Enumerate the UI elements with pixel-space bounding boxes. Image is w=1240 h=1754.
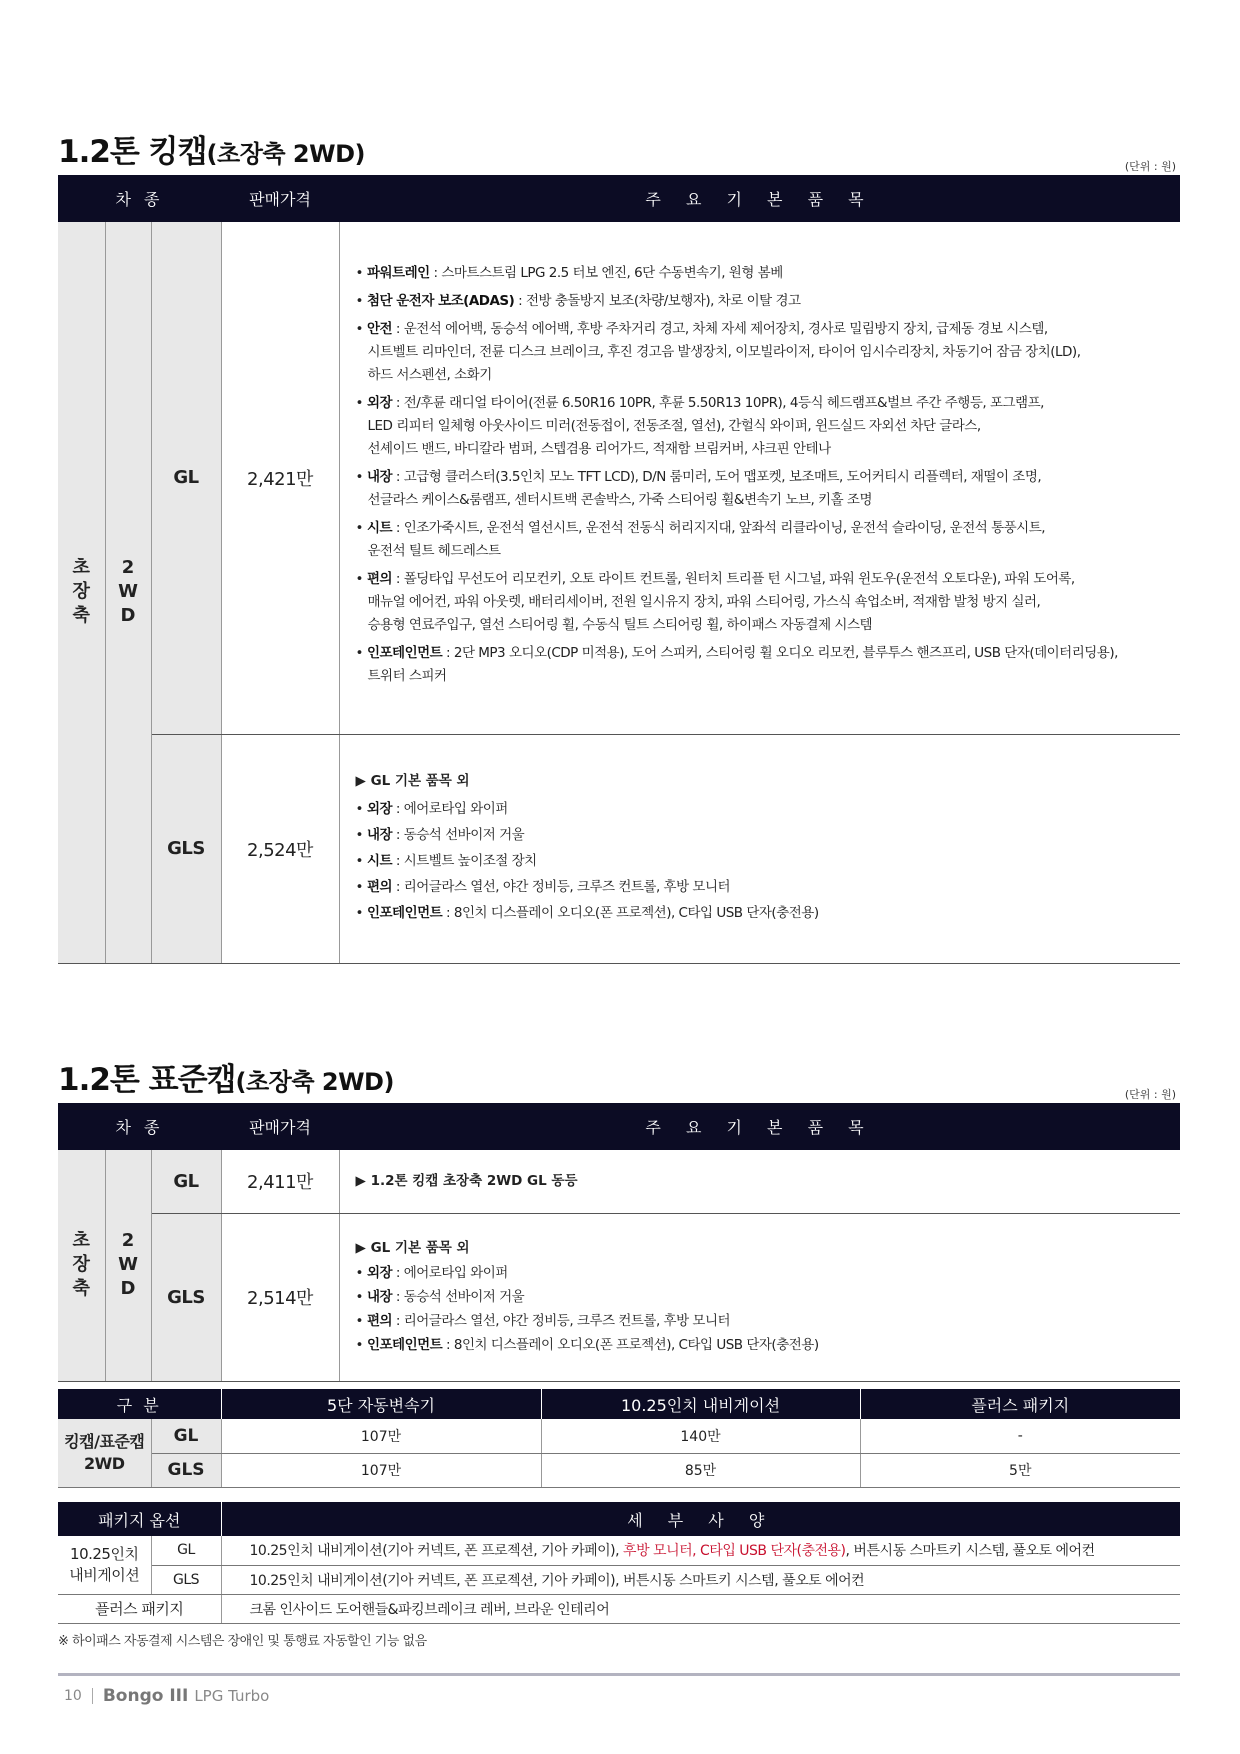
feature-item: • 시트 : 시트벨트 높이조절 장치: [355, 852, 537, 869]
price-gl: 2,421만: [221, 222, 339, 734]
feature-item: • 시트 : 인조가죽시트, 운전석 열선시트, 운전석 전동식 허리지지대, 앞좌석 리클라이닝, 운전석 슬라이딩, 운전석 통풍시트, 운전석 틸트 헤드레스트: [355, 520, 1046, 560]
opt-gls-transmission: 107만: [221, 1453, 541, 1487]
body-type-label-2: [58, 1150, 105, 1381]
trim-gl: GL: [151, 222, 221, 734]
features-gl: [339, 222, 1180, 734]
feature-item: • 편의 : 리어글라스 열선, 야간 정비등, 크루즈 컨트롤, 후방 모니터: [355, 1312, 731, 1329]
header-features-2: 주 요 기 본 품 목: [339, 1103, 1180, 1150]
feature-item: • 인포테인먼트 : 8인치 디스플레이 오디오(폰 프로젝션), C타입 USB 단자(충전용): [355, 904, 819, 921]
footnote: ※ 하이패스 자동결제 시스템은 장애인 및 통행료 자동할인 기능 없음: [58, 1634, 427, 1649]
standardcab-table: [58, 1103, 1180, 1382]
opt-gls-navigation: 85만: [541, 1453, 860, 1487]
feature-item: • 편의 : 리어글라스 열선, 야간 정비등, 크루즈 컨트롤, 후방 모니터: [355, 878, 731, 895]
opt-header-navigation: 10.25인치 내비게이션: [541, 1389, 860, 1419]
features-gl-2: [339, 1150, 1180, 1213]
header-price-2: 판매가격: [221, 1103, 339, 1150]
drive-label-2: [105, 1150, 151, 1381]
header-model: 차 종: [58, 175, 221, 222]
footer-divider: [58, 1673, 1180, 1676]
header-price: 판매가격: [221, 175, 339, 222]
package-table: [58, 1502, 1180, 1624]
model-name: LPG Turbo: [194, 1687, 270, 1705]
feature-item: • 파워트레인 : 스마트스트림 LPG 2.5 터보 엔진, 6단 수동변속기, 원형 봄베: [355, 265, 783, 282]
pkg-nav-gls-trim: GLS: [151, 1565, 221, 1594]
price-gls-2: 2,514만: [221, 1213, 339, 1381]
feature-item: • 외장 : 전/후륜 래디얼 타이어(전륜 6.50R16 10PR, 후륜 5.50R13 10PR), 4등식 헤드램프&벌브 주간 주행등, 포그램프, LED 리피터 일체형 아웃사이드 미러(전동접이, 전동조절, 열선), 간헐식 와이퍼, 윈드실드 자외선 차단 글라스, 선셰이드 밴드, 바디칼라 범퍼, 스텝겸용 리어가드, 적재함 브림커버, 샤크핀 안테나: [355, 395, 1044, 458]
pkg-nav-gl-details: 10.25인치 내비게이션(기아 커넥트, 폰 프로젝션, 기아 카페이), 후방 모니터, C타입 USB 단자(충전용), 버튼시동 스마트키 시스템, 풀오토 에어컨: [221, 1536, 1180, 1565]
opt-gl-plus: -: [860, 1419, 1180, 1453]
drive-text-2: 2 W D: [118, 1230, 138, 1300]
feature-item: • 외장 : 에어로타입 와이퍼: [355, 800, 508, 817]
pkg-nav-gl-trim: GL: [151, 1536, 221, 1565]
feature-item: • 내장 : 고급형 클러스터(3.5인치 모노 TFT LCD), D/N 룸미러, 도어 맵포켓, 보조매트, 도어커티시 리플렉터, 재떨이 조명, 선글라스 케이스&룸램프, 센터시트백 콘솔박스, 가죽 스티어링 휠&변속기 노브, 키홀 조명: [355, 469, 1042, 509]
features-gls: [339, 734, 1180, 963]
pkg-header-option: 패키지 옵션: [58, 1502, 221, 1536]
feature-item: • 내장 : 동승석 선바이저 거울: [355, 826, 525, 843]
price-gls: 2,524만: [221, 734, 339, 963]
opt-gl-transmission: 107만: [221, 1419, 541, 1453]
pkg-header-details: 세 부 사 양: [221, 1502, 1180, 1536]
trim-gls: GLS: [151, 734, 221, 963]
body-type-text-2: 초 장 축: [72, 1230, 90, 1300]
pkg-nav-label: 10.25인치 내비게이션: [58, 1536, 151, 1594]
section1-title: 1.2톤 킹캡(초장축 2WD): [58, 134, 365, 170]
body-type-text: 초 장 축: [72, 557, 90, 627]
pkg-nav-gls-details: 10.25인치 내비게이션(기아 커넥트, 폰 프로젝션, 기아 카페이), 버튼시동 스마트키 시스템, 풀오토 에어컨: [221, 1565, 1180, 1594]
feature-item: • 내장 : 동승석 선바이저 거울: [355, 1288, 525, 1305]
pkg-plus-label: 플러스 패키지: [58, 1594, 221, 1623]
drive-label: [105, 222, 151, 963]
feature-item: • 편의 : 폴딩타입 무선도어 리모컨키, 오토 라이트 컨트롤, 원터치 트리플 턴 시그널, 파워 윈도우(운전석 오토다운), 파워 도어록, 매뉴얼 에어컨, 파워 아웃렛, 배터리세이버, 전원 일시유지 장치, 파워 스티어링, 가스식 쇽업소버, 적재함 발청 방지 실러, 승용형 연료주입구, 열선 스티어링 휠, 수동식 틸트 스티어링 휠, 하이패스 자동결제 시스템: [355, 571, 1075, 634]
opt-trim-gls: GLS: [151, 1453, 221, 1487]
gls-heading-2: ▶ GL 기본 품목 외: [355, 1239, 470, 1256]
body-type-label: [58, 222, 105, 963]
page-footer: [64, 1686, 269, 1706]
kingcab-table: [58, 175, 1180, 964]
feature-item: • 첨단 운전자 보조(ADAS) : 전방 충돌방지 보조(차량/보행자), 차로 이탈 경고: [355, 293, 801, 310]
unit-label: (단위 : 원): [1124, 160, 1176, 173]
gl-note: ▶ 1.2톤 킹캡 초장축 2WD GL 동등: [355, 1172, 578, 1189]
gls-heading: ▶ GL 기본 품목 외: [355, 772, 470, 789]
opt-gl-navigation: 140만: [541, 1419, 860, 1453]
opt-trim-gl: GL: [151, 1419, 221, 1453]
trim-gl-2: GL: [151, 1150, 221, 1213]
header-features: 주 요 기 본 품 목: [339, 175, 1180, 222]
features-gls-2: [339, 1213, 1180, 1381]
price-gl-2: 2,411만: [221, 1150, 339, 1213]
feature-item: • 인포테인먼트 : 2단 MP3 오디오(CDP 미적용), 도어 스피커, 스티어링 휠 오디오 리모컨, 블루투스 핸즈프리, USB 단자(데이터리딩용), 트위터 스피커: [355, 645, 1118, 685]
pkg-plus-details: 크롬 인사이드 도어핸들&파킹브레이크 레버, 브라운 인테리어: [221, 1594, 1180, 1623]
brand-name: Bongo III: [102, 1686, 189, 1706]
drive-text: 2 W D: [118, 557, 138, 627]
opt-header-category: 구 분: [58, 1389, 221, 1419]
opt-header-plus: 플러스 패키지: [860, 1389, 1180, 1419]
opt-header-transmission: 5단 자동변속기: [221, 1389, 541, 1419]
page-number: 10: [64, 1688, 93, 1704]
options-table: [58, 1389, 1180, 1488]
header-model-2: 차 종: [58, 1103, 221, 1150]
feature-item: • 외장 : 에어로타입 와이퍼: [355, 1264, 508, 1281]
opt-gls-plus: 5만: [860, 1453, 1180, 1487]
section2-title: 1.2톤 표준캡(초장축 2WD): [58, 1062, 394, 1098]
trim-gls-2: GLS: [151, 1213, 221, 1381]
unit-label-2: (단위 : 원): [1124, 1088, 1176, 1101]
feature-item: • 안전 : 운전석 에어백, 동승석 에어백, 후방 주차거리 경고, 차체 자세 제어장치, 경사로 밀림방지 장치, 급제동 경보 시스템, 시트벨트 리마인더, 전륜 디스크 브레이크, 후진 경고음 발생장치, 이모빌라이저, 타이어 임시수리장치, 차동기어 잠금 장치(LD), 하드 서스펜션, 소화기: [355, 321, 1081, 384]
opt-group-label: 킹캡/표준캡 2WD: [58, 1419, 151, 1487]
feature-item: • 인포테인먼트 : 8인치 디스플레이 오디오(폰 프로젝션), C타입 USB 단자(충전용): [355, 1336, 819, 1353]
